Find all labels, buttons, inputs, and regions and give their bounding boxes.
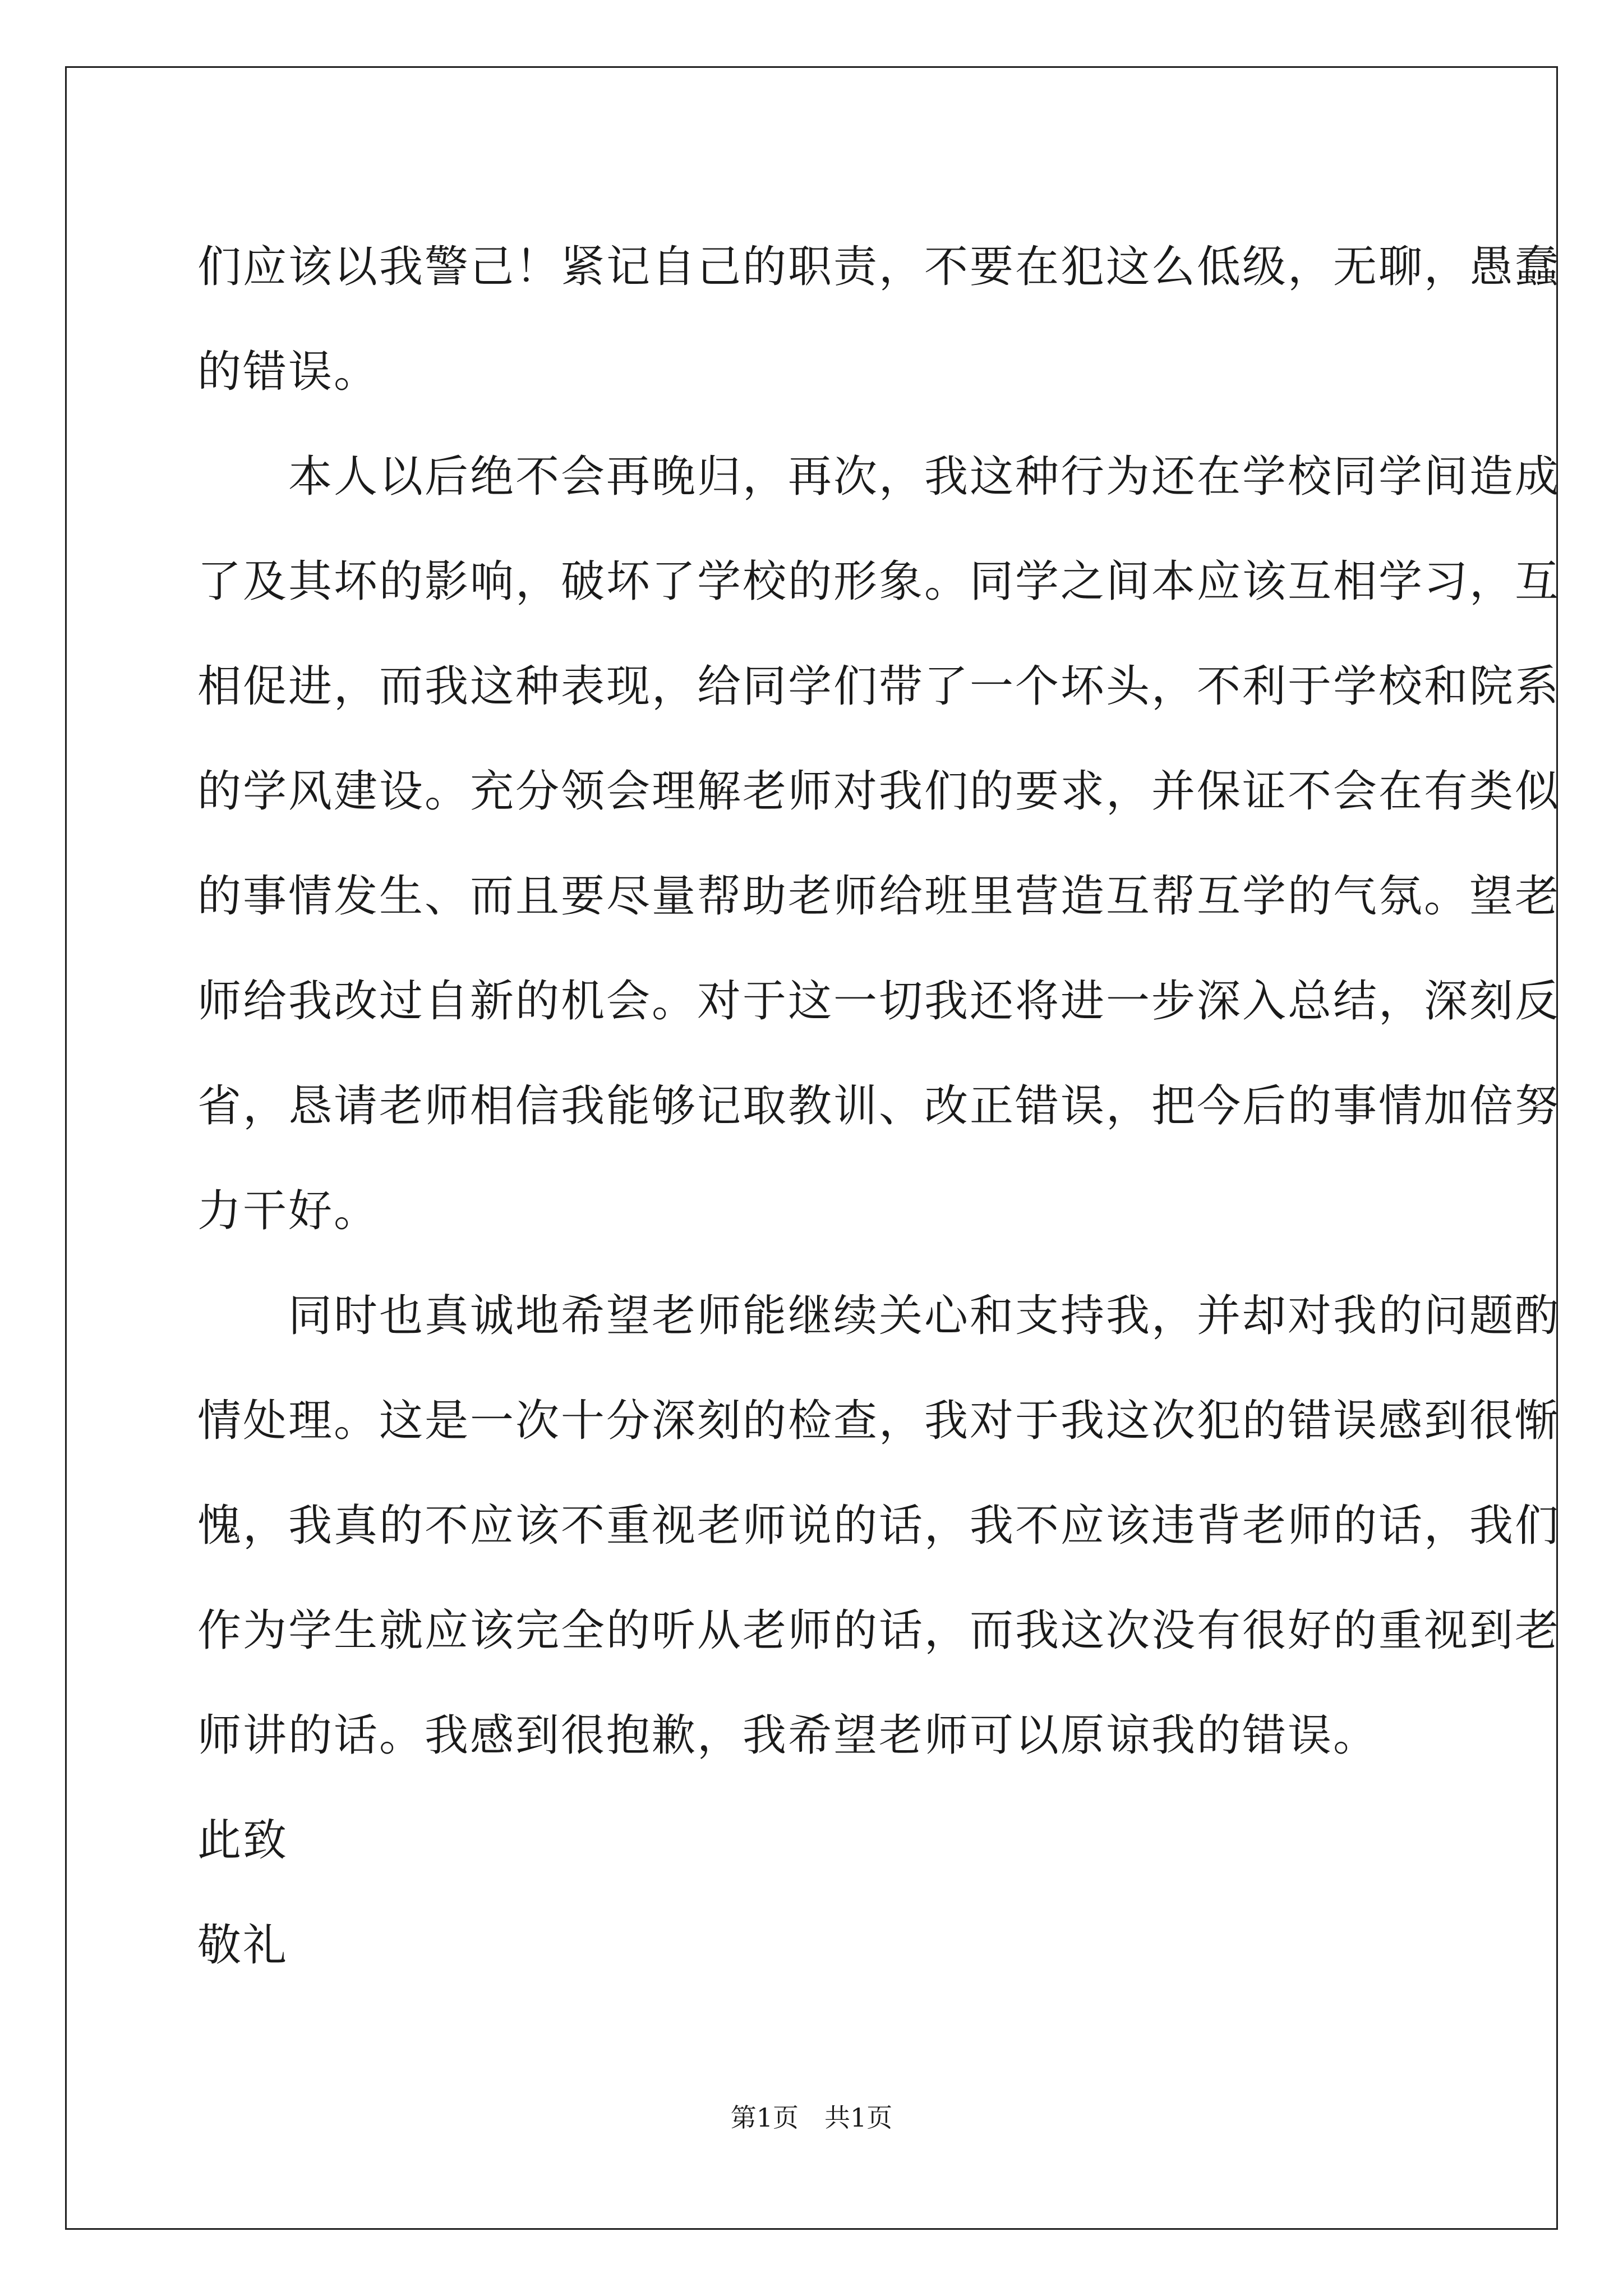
body-line: 同时也真诚地希望老师能继续关心和支持我，并却对我的问题酌 — [197, 1291, 1561, 1341]
body-line: 师给我改过自新的机会。对于这一切我还将进一步深入总结，深刻反 — [197, 976, 1561, 1027]
body-line: 力干好。 — [197, 1186, 380, 1236]
body-line: 省，恳请老师相信我能够记取教训、改正错误，把今后的事情加倍努 — [197, 1081, 1561, 1131]
body-line: 的学风建设。充分领会理解老师对我们的要求，并保证不会在有类似 — [197, 766, 1561, 817]
body-line: 的事情发生、而且要尽量帮助老师给班里营造互帮互学的气氛。望老 — [197, 871, 1561, 922]
letter-body — [197, 215, 1561, 1998]
body-line: 师讲的话。我感到很抱歉，我希望老师可以原谅我的错误。 — [197, 1710, 1379, 1761]
body-line: 情处理。这是一次十分深刻的检查，我对于我这次犯的错误感到很惭 — [197, 1396, 1561, 1446]
closing-salutation: 此致 — [197, 1815, 289, 1866]
body-line: 了及其坏的影响，破坏了学校的形象。同学之间本应该互相学习，互 — [197, 556, 1561, 607]
body-line: 愧，我真的不应该不重视老师说的话，我不应该违背老师的话，我们 — [197, 1501, 1561, 1551]
closing-regards: 敬礼 — [197, 1920, 289, 1971]
page-number-footer: 第1页 共1页 — [730, 2102, 893, 2133]
body-line: 本人以后绝不会再晚归，再次，我这种行为还在学校同学间造成 — [197, 452, 1561, 502]
body-line: 们应该以我警己！紧记自己的职责，不要在犯这么低级，无聊，愚蠢 — [197, 242, 1561, 292]
body-line: 的错误。 — [197, 347, 380, 397]
body-line: 作为学生就应该完全的听从老师的话，而我这次没有很好的重视到老 — [197, 1605, 1561, 1656]
body-line: 相促进，而我这种表现，给同学们带了一个坏头，不利于学校和院系 — [197, 661, 1561, 712]
